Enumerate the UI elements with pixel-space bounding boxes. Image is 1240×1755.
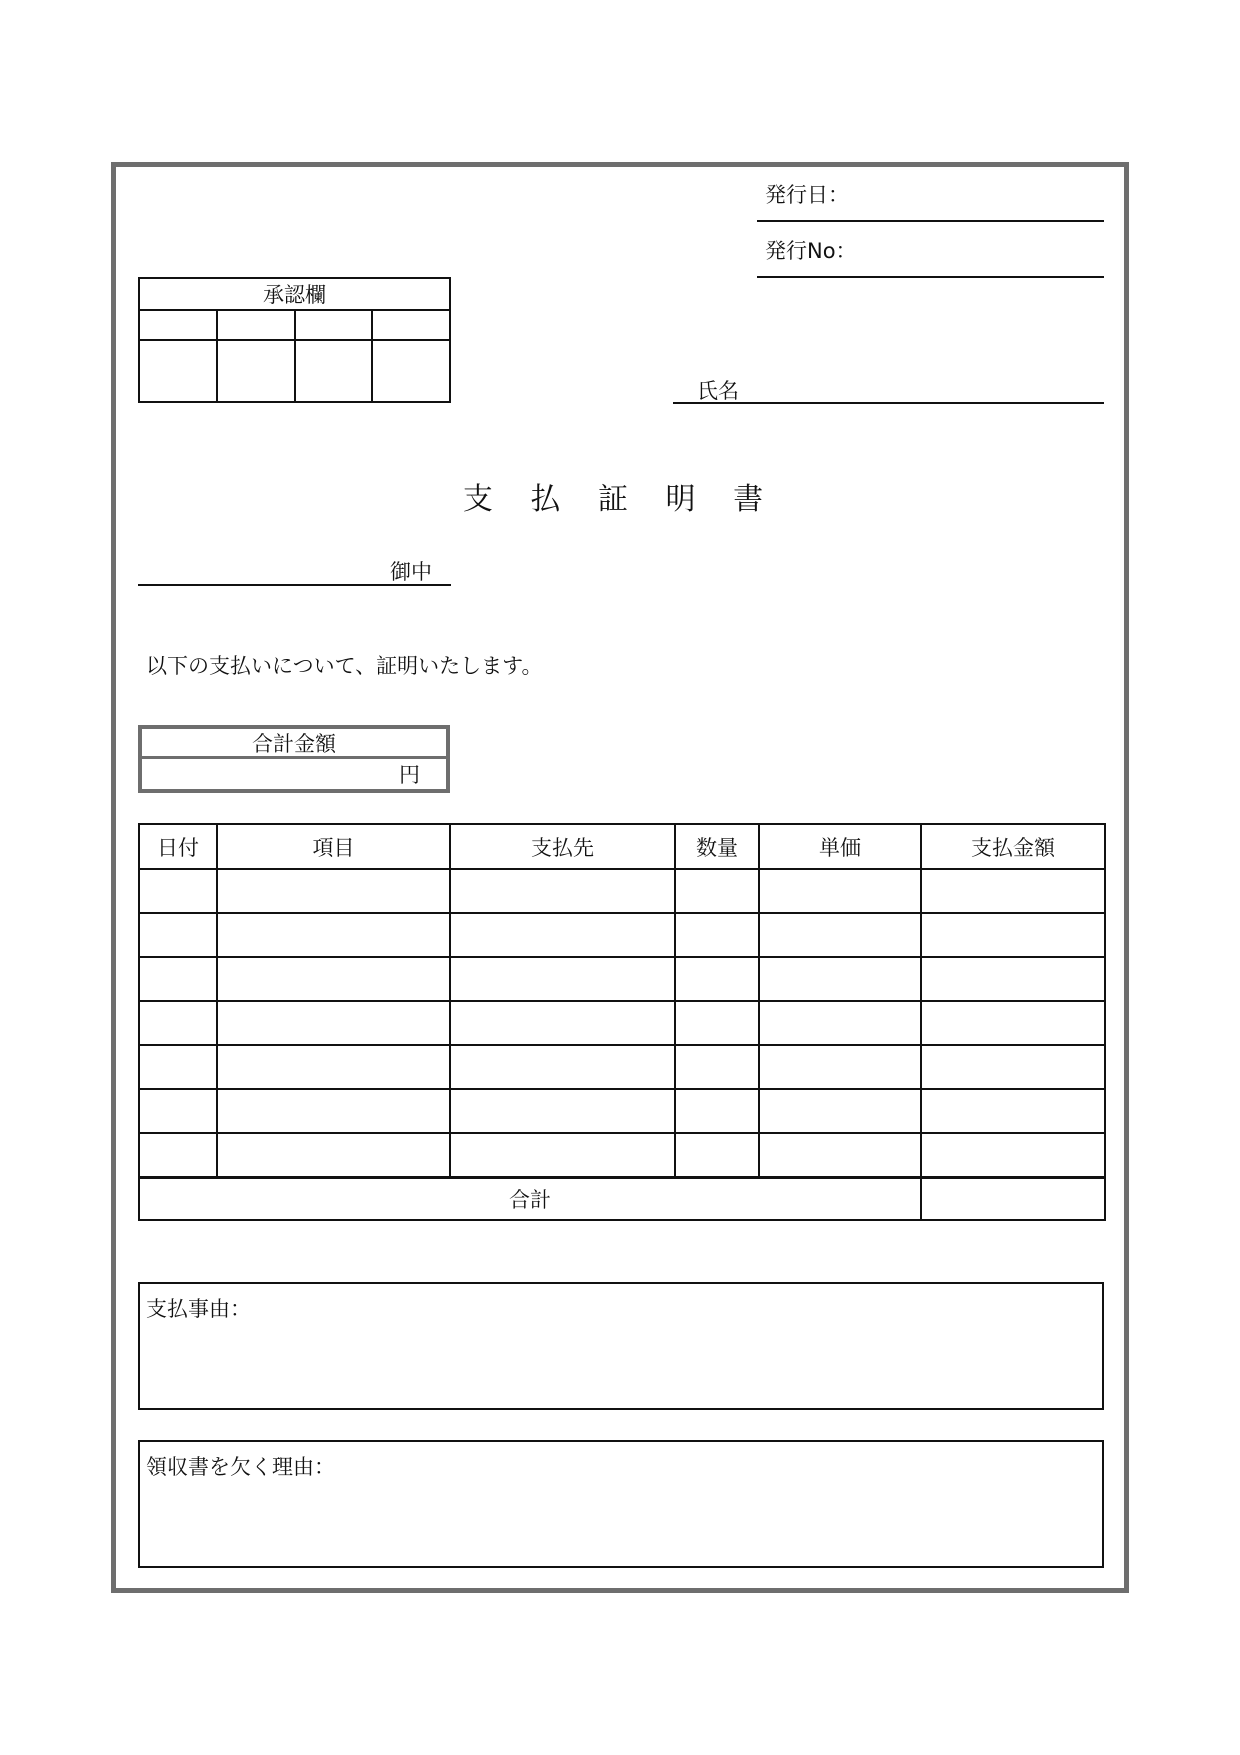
approval-stamp-cell[interactable] xyxy=(139,340,217,402)
cell-amount[interactable] xyxy=(921,1001,1105,1045)
no-receipt-reason-label: 領収書を欠く理由： xyxy=(146,1455,335,1479)
issue-date-label: 発行日： xyxy=(765,183,849,207)
cell-unit-price[interactable] xyxy=(759,1045,921,1089)
approval-title: 承認欄 xyxy=(139,278,450,310)
header-item: 項目 xyxy=(217,824,450,869)
cell-unit-price[interactable] xyxy=(759,1001,921,1045)
approval-table xyxy=(138,277,451,403)
cell-unit-price[interactable] xyxy=(759,957,921,1001)
payment-reason-box[interactable] xyxy=(138,1282,1104,1410)
total-amount-label: 合計金額 xyxy=(142,729,446,759)
table-header-row xyxy=(139,824,1105,869)
issue-no-line[interactable] xyxy=(757,276,1104,278)
approval-role-cell[interactable] xyxy=(372,310,450,340)
approval-stamp-cell[interactable] xyxy=(295,340,373,402)
items-table xyxy=(138,823,1106,1178)
sum-label: 合計 xyxy=(139,1178,921,1220)
table-row xyxy=(139,1001,1105,1045)
header-unit-price: 単価 xyxy=(759,824,921,869)
cell-quantity[interactable] xyxy=(675,957,759,1001)
header-date: 日付 xyxy=(139,824,217,869)
cell-payee[interactable] xyxy=(450,1001,675,1045)
cell-payee[interactable] xyxy=(450,913,675,957)
table-row xyxy=(139,1045,1105,1089)
recipient-line[interactable] xyxy=(138,584,451,586)
cell-item[interactable] xyxy=(217,1001,450,1045)
cell-quantity[interactable] xyxy=(675,869,759,913)
cell-unit-price[interactable] xyxy=(759,1133,921,1177)
cell-date[interactable] xyxy=(139,957,217,1001)
no-receipt-reason-box[interactable] xyxy=(138,1440,1104,1568)
cell-unit-price[interactable] xyxy=(759,913,921,957)
cell-quantity[interactable] xyxy=(675,1001,759,1045)
total-amount-unit: 円 xyxy=(399,763,420,787)
statement-text: 以下の支払いについて、証明いたします。 xyxy=(146,654,543,678)
cell-date[interactable] xyxy=(139,1133,217,1177)
header-amount: 支払金額 xyxy=(921,824,1105,869)
cell-payee[interactable] xyxy=(450,1133,675,1177)
cell-date[interactable] xyxy=(139,869,217,913)
payment-reason-label: 支払事由： xyxy=(146,1297,251,1321)
approval-role-cell[interactable] xyxy=(217,310,295,340)
cell-item[interactable] xyxy=(217,1133,450,1177)
cell-payee[interactable] xyxy=(450,869,675,913)
name-label: 氏名 xyxy=(697,379,739,403)
approval-stamp-cell[interactable] xyxy=(217,340,295,402)
table-row xyxy=(139,913,1105,957)
cell-unit-price[interactable] xyxy=(759,869,921,913)
header-payee: 支払先 xyxy=(450,824,675,869)
total-amount-box xyxy=(138,725,450,793)
cell-item[interactable] xyxy=(217,869,450,913)
cell-date[interactable] xyxy=(139,1089,217,1133)
table-row xyxy=(139,1089,1105,1133)
cell-amount[interactable] xyxy=(921,957,1105,1001)
table-row xyxy=(139,869,1105,913)
recipient-suffix: 御中 xyxy=(390,560,432,584)
table-row xyxy=(139,957,1105,1001)
issue-no-label: 発行No： xyxy=(765,239,857,263)
sum-value[interactable] xyxy=(921,1178,1105,1220)
cell-item[interactable] xyxy=(217,913,450,957)
issue-date-line[interactable] xyxy=(757,220,1104,222)
cell-amount[interactable] xyxy=(921,913,1105,957)
cell-amount[interactable] xyxy=(921,869,1105,913)
cell-item[interactable] xyxy=(217,1045,450,1089)
cell-payee[interactable] xyxy=(450,957,675,1001)
table-row xyxy=(139,1133,1105,1177)
approval-role-cell[interactable] xyxy=(295,310,373,340)
cell-quantity[interactable] xyxy=(675,1045,759,1089)
cell-quantity[interactable] xyxy=(675,1133,759,1177)
cell-unit-price[interactable] xyxy=(759,1089,921,1133)
cell-amount[interactable] xyxy=(921,1133,1105,1177)
sum-table xyxy=(138,1177,1106,1221)
cell-quantity[interactable] xyxy=(675,1089,759,1133)
name-line[interactable] xyxy=(673,402,1104,404)
approval-stamp-cell[interactable] xyxy=(372,340,450,402)
cell-date[interactable] xyxy=(139,1045,217,1089)
cell-date[interactable] xyxy=(139,1001,217,1045)
header-quantity: 数量 xyxy=(675,824,759,869)
document-title: 支 払 証 明 書 xyxy=(462,482,778,517)
approval-role-cell[interactable] xyxy=(139,310,217,340)
cell-quantity[interactable] xyxy=(675,913,759,957)
sum-row xyxy=(139,1178,1105,1220)
total-amount-field[interactable] xyxy=(142,759,446,789)
cell-payee[interactable] xyxy=(450,1045,675,1089)
cell-payee[interactable] xyxy=(450,1089,675,1133)
cell-item[interactable] xyxy=(217,957,450,1001)
cell-amount[interactable] xyxy=(921,1089,1105,1133)
cell-item[interactable] xyxy=(217,1089,450,1133)
cell-date[interactable] xyxy=(139,913,217,957)
cell-amount[interactable] xyxy=(921,1045,1105,1089)
